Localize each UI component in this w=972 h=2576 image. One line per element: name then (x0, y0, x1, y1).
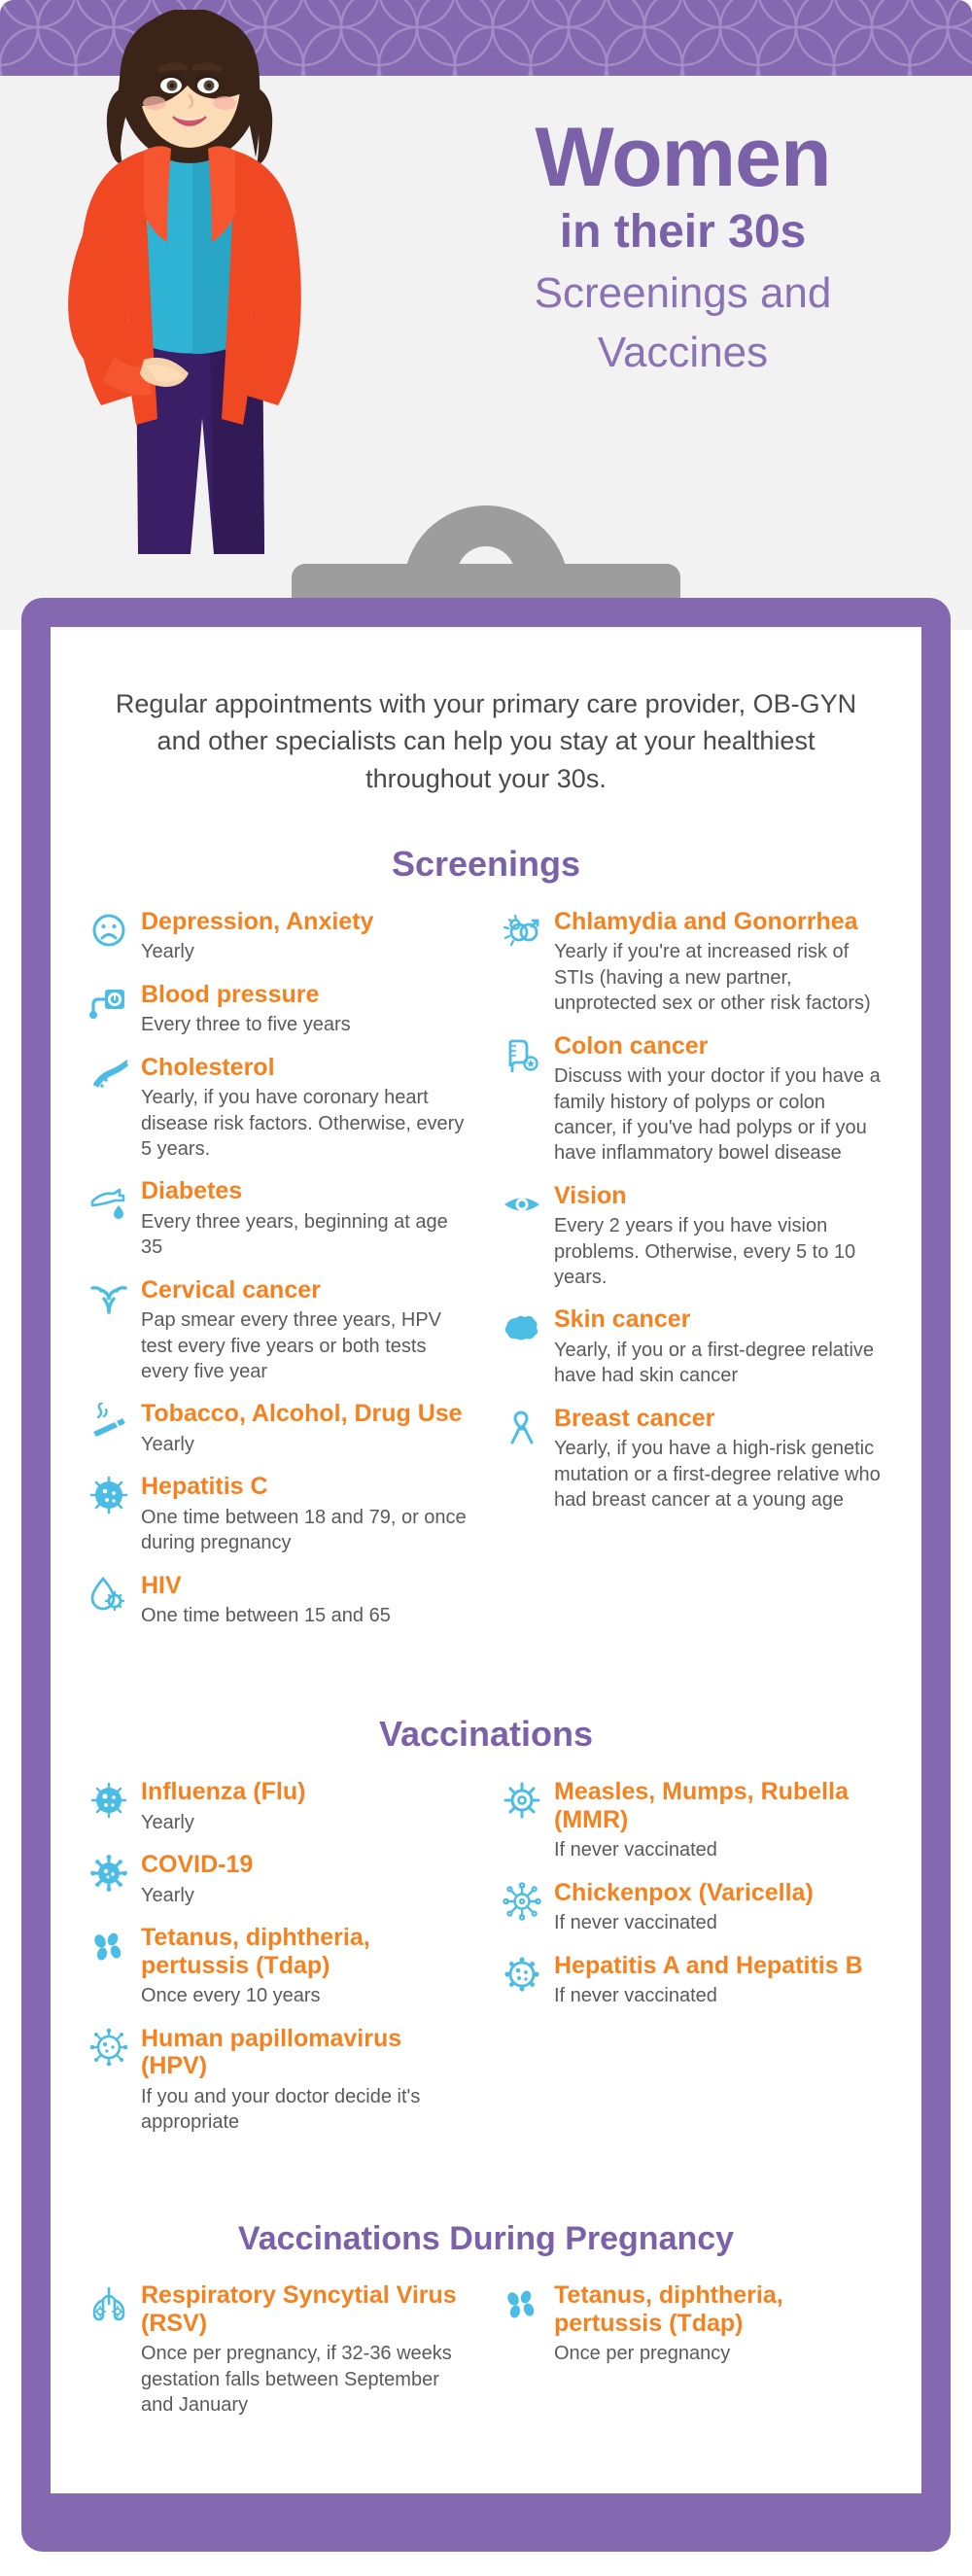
skin-patch-icon (503, 1308, 541, 1347)
list-item (89, 1177, 469, 1260)
list-item (89, 1276, 469, 1385)
list-item (89, 981, 469, 1038)
list-item (89, 2025, 469, 2136)
list-item (89, 1851, 469, 1908)
pregnancy-right-column (503, 2276, 883, 2366)
item-description: One time between 15 and 65 (141, 1605, 391, 1627)
item-title: HIV (141, 1571, 182, 1599)
item-title: Hepatitis C (141, 1473, 268, 1501)
item-title: Colon cancer (554, 1031, 709, 1060)
list-item (89, 1572, 469, 1629)
item-description: Yearly (141, 941, 194, 963)
item-description: Yearly, if you have a high-risk genetic mutation or a first-degree relative who had breast cancer at a young age (554, 1438, 881, 1511)
item-title: Influenza (Flu) (141, 1778, 306, 1806)
list-item (503, 908, 883, 1017)
card-content (51, 627, 921, 2419)
list-item (89, 1400, 469, 1457)
item-description: Yearly (141, 1811, 194, 1833)
bacteria-cluster-icon (503, 2284, 541, 2323)
item-title: Cervical cancer (141, 1275, 321, 1304)
item-title: Hepatitis A and Hepatitis B (554, 1951, 863, 1979)
title-line-2: in their 30s (559, 206, 807, 259)
item-title: Tetanus, diphtheria, pertussis (Tdap) (554, 2281, 783, 2337)
item-title: Breast cancer (554, 1404, 715, 1432)
screenings-right-column (503, 902, 883, 1513)
artery-cholesterol-icon (89, 1057, 128, 1096)
gender-symbols-sti-icon (503, 911, 541, 950)
item-description: If you and your doctor decide it's appropriate (141, 2085, 421, 2134)
section-heading-pregnancy: Vaccinations During Pregnancy (237, 2220, 735, 2258)
pregnancy-columns (51, 2276, 921, 2418)
item-title: Respiratory Syncytial Virus (RSV) (141, 2281, 457, 2337)
hpv-virus-icon (89, 2028, 128, 2067)
item-title: Chlamydia and Gonorrhea (554, 907, 858, 935)
item-description: If never vaccinated (554, 1839, 717, 1862)
vaccinations-left-column (89, 1772, 469, 2135)
item-description: Every 2 years if you have vision problems. Otherwise, every 5 to 10 years. (554, 1215, 856, 1288)
varicella-virus-icon (503, 1882, 541, 1921)
uterus-icon (89, 1279, 128, 1318)
vaccinations-right-column (503, 1772, 883, 2008)
influenza-virus-icon (89, 1781, 128, 1820)
bacteria-cluster-icon (89, 1927, 128, 1966)
item-description: Yearly if you're at increased risk of STIs (having a new partner, unprotected sex or other risk factors) (554, 941, 871, 1015)
list-item (503, 1952, 883, 2009)
item-title: Vision (554, 1181, 627, 1209)
list-item (503, 1405, 883, 1514)
list-item (89, 1473, 469, 1555)
list-item (89, 2281, 469, 2418)
blood-drop-virus-icon (89, 1575, 128, 1614)
list-item (503, 1182, 883, 1291)
item-title: Measles, Mumps, Rubella (MMR) (554, 1778, 849, 1833)
lungs-rsv-icon (89, 2284, 128, 2323)
list-item (503, 1305, 883, 1388)
screenings-columns (51, 902, 921, 1628)
list-item (503, 1032, 883, 1166)
item-description: Every three to five years (141, 1014, 351, 1036)
item-description: Every three years, beginning at age 35 (141, 1210, 448, 1259)
item-description: Yearly (141, 1884, 194, 1906)
awareness-ribbon-icon (503, 1408, 541, 1446)
item-description: If never vaccinated (554, 1912, 717, 1934)
screenings-left-column (89, 902, 469, 1628)
vaccinations-columns (51, 1772, 921, 2135)
item-title: Tobacco, Alcohol, Drug Use (141, 1400, 463, 1428)
coronavirus-icon (89, 1854, 128, 1893)
list-item (89, 1924, 469, 2008)
item-title: Skin cancer (554, 1305, 691, 1334)
eye-icon (503, 1185, 541, 1224)
title-line-3a: Screenings and (534, 269, 832, 318)
glucose-finger-prick-icon (89, 1180, 128, 1219)
blood-pressure-cuff-icon (89, 984, 128, 1023)
colon-icon (503, 1035, 541, 1074)
measles-virus-icon (503, 1781, 541, 1820)
item-title: Human papillomavirus (HPV) (141, 2024, 402, 2080)
item-title: Cholesterol (141, 1053, 275, 1081)
item-title: Blood pressure (141, 980, 320, 1008)
list-item (503, 1879, 883, 1936)
item-description: Yearly (141, 1433, 194, 1455)
section-heading-vaccinations: Vaccinations (378, 1714, 594, 1755)
item-description: Once per pregnancy, if 32-36 weeks gestation falls between September and January (141, 2343, 452, 2417)
list-item (503, 2281, 883, 2366)
cigarette-icon (89, 1403, 128, 1442)
page-title (418, 111, 948, 377)
list-item (503, 1778, 883, 1862)
item-title: Tetanus, diphtheria, pertussis (Tdap) (141, 1924, 370, 1979)
sad-face-icon (89, 911, 128, 950)
item-description: One time between 18 and 79, or once during pregnancy (141, 1506, 467, 1554)
virus-spiky-icon (89, 1476, 128, 1514)
item-description: If never vaccinated (554, 1985, 717, 2007)
item-title: COVID-19 (141, 1851, 254, 1879)
item-description: Yearly, if you or a first-degree relative have had skin cancer (554, 1339, 875, 1387)
item-description: Discuss with your doctor if you have a family history of polyps or colon cancer, if you've had polyps or if you have inflammatory bowel disease (554, 1065, 881, 1165)
item-title: Depression, Anxiety (141, 907, 374, 935)
item-description: Pap smear every three years, HPV test every five years or both tests every five year (141, 1309, 442, 1382)
item-title: Diabetes (141, 1177, 243, 1205)
title-line-3b: Vaccines (597, 329, 769, 377)
item-description: Yearly, if you have coronary heart disease risk factors. Otherwise, every 5 years. (141, 1087, 465, 1161)
item-title: Chickenpox (Varicella) (554, 1878, 814, 1906)
list-item (89, 908, 469, 965)
section-heading-screenings: Screenings (391, 843, 581, 884)
item-description: Once every 10 years (141, 1985, 321, 2007)
list-item (89, 1778, 469, 1835)
pregnancy-left-column (89, 2276, 469, 2418)
hepatitis-virus-icon (503, 1955, 541, 1994)
title-line-1: Women (535, 111, 831, 204)
list-item (89, 1054, 469, 1163)
item-description: Once per pregnancy (554, 2343, 731, 2365)
intro-paragraph: Regular appointments with your primary care provider, OB-GYN and other specialists can help you stay at your healthiest throughout your 30s. (115, 689, 857, 793)
